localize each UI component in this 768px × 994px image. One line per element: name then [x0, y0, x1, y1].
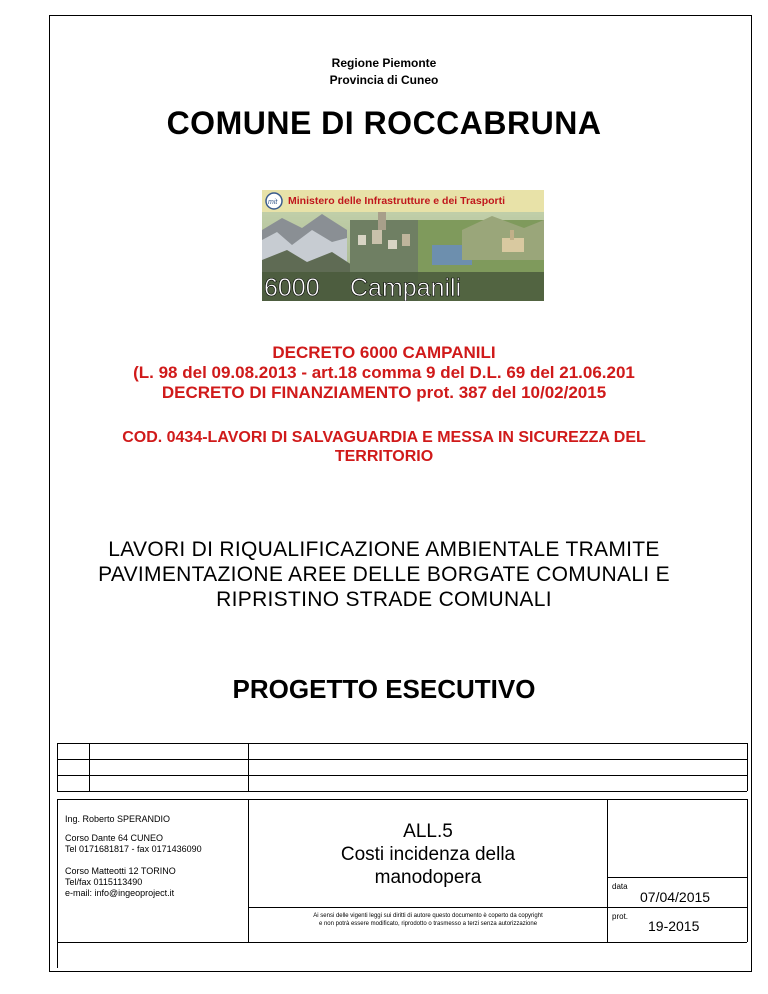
engineer-email: e-mail: info@ingeoproject.it — [65, 888, 175, 898]
date-value: 07/04/2015 — [640, 889, 711, 905]
engineer-phone-1: Tel 0171681817 - fax 0171436090 — [65, 844, 202, 854]
allegato-code: ALL.5 — [403, 821, 453, 842]
prot-label: prot. — [612, 912, 629, 921]
allegato-title-2: manodopera — [374, 867, 482, 888]
engineer-name: Ing. Roberto SPERANDIO — [65, 814, 171, 824]
date-label: data — [612, 882, 628, 891]
progetto-title: PROGETTO ESECUTIVO — [232, 674, 536, 704]
lavori-line-1: LAVORI DI RIQUALIFICAZIONE AMBIENTALE TRAMITE — [108, 538, 660, 561]
lavori-line-3: RIPRISTINO STRADE COMUNALI — [216, 588, 552, 611]
lavori-line-2: PAVIMENTAZIONE AREE DELLE BORGATE COMUNALI E — [98, 563, 670, 586]
prot-value: 19-2015 — [648, 918, 700, 934]
cod-line-1: COD. 0434-LAVORI DI SALVAGUARDIA E MESSA IN SICUREZZA DEL — [122, 429, 646, 446]
engineer-address-2: Corso Matteotti 12 TORINO — [65, 866, 176, 876]
logo-number: 6000 — [264, 274, 320, 301]
engineer-address-1: Corso Dante 64 CUNEO — [65, 833, 164, 843]
decree-line-2: (L. 98 del 09.08.2013 - art.18 comma 9 del D.L. 69 del 21.06.201 — [133, 363, 635, 382]
campanili-logo — [262, 190, 544, 301]
comune-title: COMUNE DI ROCCABRUNA — [166, 105, 602, 141]
decree-line-1: DECRETO 6000 CAMPANILI — [272, 343, 496, 362]
copyright-line-2: e non potrà essere modificato, riprodotto o trasmesso a terzi senza autorizzazione — [318, 921, 538, 927]
allegato-title-1: Costi incidenza della — [340, 844, 516, 865]
engineer-phone-2: Tel/fax 0115113490 — [65, 877, 143, 887]
logo-word: Campanili — [350, 274, 462, 301]
mit-badge: mit — [268, 199, 278, 206]
ministry-text: Ministero delle Infrastrutture e dei Trasporti — [288, 195, 506, 207]
cod-line-2: TERRITORIO — [334, 448, 434, 465]
decree-line-3: DECRETO DI FINANZIAMENTO prot. 387 del 10/02/2015 — [161, 383, 607, 402]
province-label: Provincia di Cuneo — [329, 73, 439, 87]
region-label: Regione Piemonte — [331, 56, 437, 70]
copyright-line-1: Ai sensi delle vigenti leggi sui diritti di autore questo documento è coperto da copyright — [313, 913, 543, 919]
